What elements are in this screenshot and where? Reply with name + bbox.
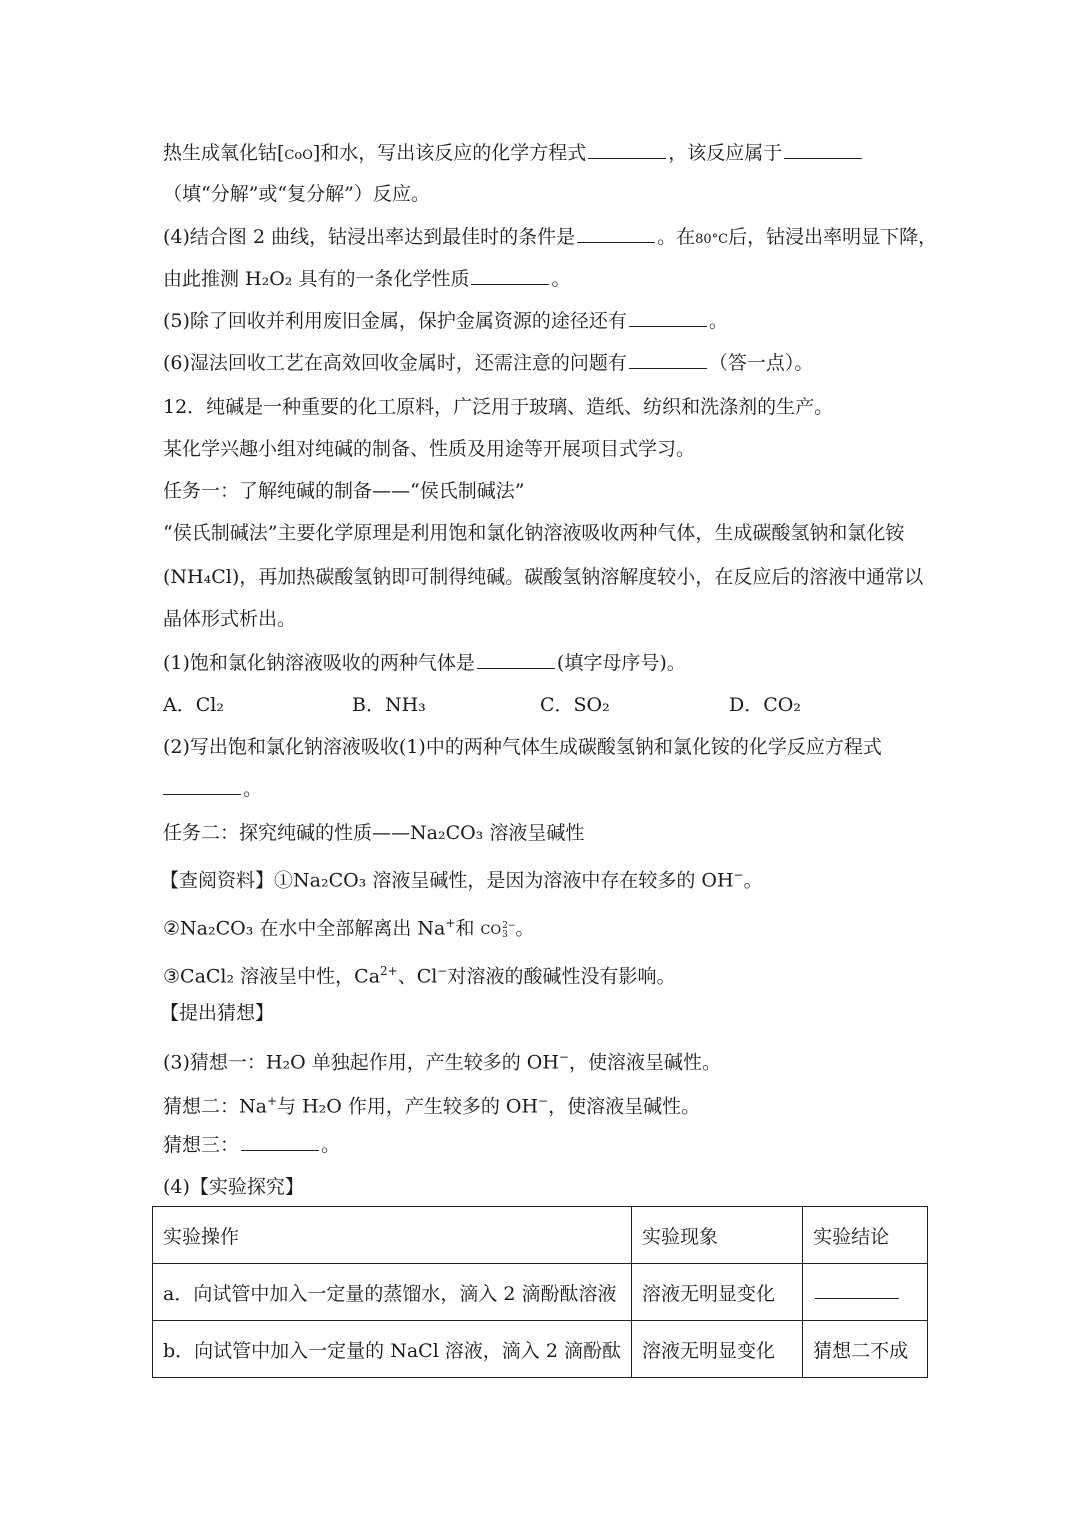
- q11-part4-line-1: (4)结合图 2 曲线，钴浸出率达到最佳时的条件是 。在80°C后，钴浸出率明显下降，: [163, 226, 938, 248]
- temperature: 80°C: [695, 232, 729, 247]
- answer-blank[interactable]: [784, 140, 862, 159]
- experiment-table: [152, 1206, 928, 1378]
- answer-blank[interactable]: [471, 266, 549, 285]
- task1-text-3: 晶体形式析出。: [163, 608, 297, 630]
- answer-blank[interactable]: [629, 308, 707, 327]
- answer-blank[interactable]: [629, 350, 707, 369]
- task1-text-2: (NH₄Cl)，再加热碳酸氢钠即可制得纯碱。碳酸氢钠溶解度较小，在反应后的溶液中通常以: [163, 566, 924, 588]
- task2-heading: 任务二：探究纯碱的性质——Na₂CO₃ 溶液呈碱性: [163, 822, 585, 844]
- answer-blank[interactable]: [241, 1132, 319, 1151]
- q12-part1: (1)饱和氯化钠溶液吸收的两种气体是 (填字母序号)。: [163, 652, 686, 674]
- table-header-cell: 实验结论: [803, 1207, 928, 1264]
- table-header-cell: 实验现象: [631, 1207, 802, 1264]
- choice-b[interactable]: B．NH₃: [352, 694, 426, 716]
- carbonate-ion: CO2− 3: [480, 920, 516, 940]
- answer-blank[interactable]: [477, 650, 555, 669]
- q11-line-1: 热生成氧化钴[CoO]和水，写出该反应的化学方程式 ，该反应属于: [163, 140, 864, 169]
- hypothesis-1: (3)猜想一：H₂O 单独起作用，产生较多的 OH−，使溶液呈碱性。: [163, 1050, 721, 1074]
- formula-coo: CoO: [284, 148, 313, 163]
- table-cell: a．向试管中加入一定量的蒸馏水，滴入 2 滴酚酞溶液: [153, 1264, 632, 1321]
- table-row: [153, 1321, 928, 1378]
- choice-a[interactable]: A．Cl₂: [163, 694, 224, 716]
- table-cell: 猜想二不成: [803, 1321, 928, 1378]
- hypothesis-heading: 【提出猜想】: [160, 1002, 275, 1024]
- table-cell: b．向试管中加入一定量的 NaCl 溶液，滴入 2 滴酚酞: [153, 1321, 632, 1378]
- experiment-heading: (4)【实验探究】: [163, 1176, 304, 1198]
- hypothesis-2: 猜想二：Na+与 H₂O 作用，产生较多的 OH−，使溶液呈碱性。: [163, 1094, 701, 1118]
- task1-text-1: “侯氏制碱法”主要化学原理是利用饱和氯化钠溶液吸收两种气体，生成碳酸氢钠和氯化铵: [163, 522, 905, 544]
- table-header-row: [153, 1207, 928, 1264]
- table-row: [153, 1264, 928, 1321]
- hypothesis-3: 猜想三： 。: [163, 1134, 341, 1156]
- answer-blank[interactable]: [577, 224, 655, 243]
- reference-1: 【查阅资料】①Na₂CO₃ 溶液呈碱性，是因为溶液中存在较多的 OH−。: [160, 868, 763, 892]
- q11-part4-line-2: 由此推测 H₂O₂ 具有的一条化学性质 。: [163, 268, 571, 290]
- choice-d[interactable]: D．CO₂: [729, 694, 801, 716]
- table-cell: [803, 1264, 928, 1321]
- task1-heading: 任务一：了解纯碱的制备——“侯氏制碱法”: [163, 480, 525, 502]
- answer-blank[interactable]: [815, 1280, 899, 1299]
- choice-c[interactable]: C．SO₂: [540, 694, 610, 716]
- answer-blank[interactable]: [588, 140, 666, 159]
- q11-part6: (6)湿法回收工艺在高效回收金属时，还需注意的问题有 （答一点）。: [163, 352, 814, 374]
- q12-intro-2: 某化学兴趣小组对纯碱的制备、性质及用途等开展项目式学习。: [163, 438, 696, 460]
- q11-part5: (5)除了回收并利用废旧金属，保护金属资源的途径还有 。: [163, 310, 728, 332]
- q11-line-2: （填“分解”或“复分解”）反应。: [163, 183, 430, 205]
- q12-part2: (2)写出饱和氯化钠溶液吸收(1)中的两种气体生成碳酸氢钠和氯化铵的化学反应方程式: [163, 736, 882, 758]
- q12-part2-answer: 。: [163, 776, 262, 802]
- q12-intro-1: 12．纯碱是一种重要的化工原料，广泛用于玻璃、造纸、纺织和洗涤剂的生产。: [163, 396, 834, 418]
- table-cell: 溶液无明显变化: [631, 1321, 802, 1378]
- table-header-cell: 实验操作: [153, 1207, 632, 1264]
- reference-2: ②Na₂CO₃ 在水中全部解离出 Na+和 CO2− 3 。: [163, 916, 535, 940]
- reference-3: ③CaCl₂ 溶液呈中性，$Ca^{2+}$、Cl−对溶液的酸碱性没有影响。: [163, 964, 676, 988]
- answer-blank[interactable]: [163, 776, 241, 795]
- table-cell: 溶液无明显变化: [631, 1264, 802, 1321]
